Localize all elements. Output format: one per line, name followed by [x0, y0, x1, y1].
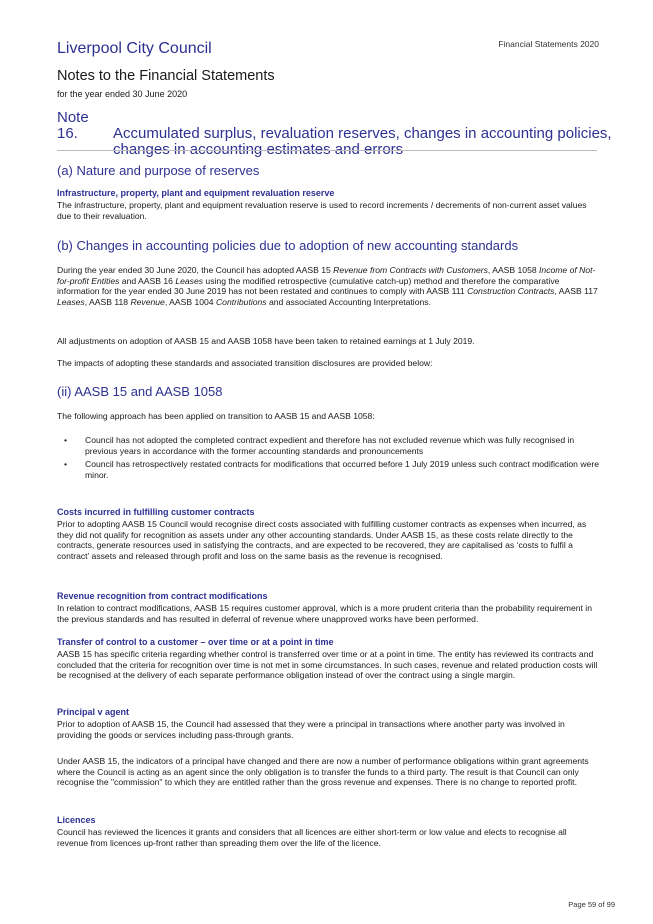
note-title-line-2: changes in accounting estimates and errors: [113, 141, 404, 158]
transfer-heading: Transfer of control to a customer – over time or at a point in time: [57, 637, 334, 647]
document-label: Financial Statements 2020: [498, 39, 599, 49]
page-subtitle: for the year ended 30 June 2020: [57, 89, 188, 99]
modifications-text: In relation to contract modifications, AASB 15 requires customer approval, which is a more prudent criteria than the probability requirement in the previous standards and has resulted in deferral of revenue where unapproved works have been performed.: [57, 603, 592, 624]
list-item-text: Council has retrospectively restated contracts for modifications that occurred before 1 July 2019 unless such contract modification were minor.: [85, 459, 599, 480]
page-title: Notes to the Financial Statements: [57, 68, 275, 84]
note-title-line-1: Accumulated surplus, revaluation reserves, changes in accounting policies,: [113, 125, 612, 142]
divider: [57, 150, 597, 151]
section-a-text: The infrastructure, property, plant and equipment revaluation reserve is used to record increments / decrements of non-current asset values due to their revaluation.: [57, 200, 587, 221]
costs-heading: Costs incurred in fulfilling customer contracts: [57, 507, 255, 517]
principal-paragraph-2: Under AASB 15, the indicators of a principal have changed and there are now a number of performance obligations within grant agreements where the Council is acting as an agent since the only obligation is to transfer the funds to a third party. The result is that Council can only recognise the "commission" to which they are entitled rather than the gross revenue and expenses. There is no change to reported profit.: [57, 756, 589, 788]
section-ii-intro: The following approach has been applied on transition to AASB 15 and AASB 1058:: [57, 411, 375, 421]
section-b-heading: (b) Changes in accounting policies due to adoption of new accounting standards: [57, 238, 519, 253]
principal-heading: Principal v agent: [57, 707, 130, 717]
section-a-subheading: Infrastructure, property, plant and equipment revaluation reserve: [57, 188, 335, 198]
note-number: Note 16.: [57, 109, 89, 142]
organisation-name: Liverpool City Council: [57, 40, 212, 57]
bullet-icon: •: [64, 459, 68, 469]
principal-paragraph-1: Prior to adoption of AASB 15, the Council had assessed that they were a principal in transactions where another party was involved in providing the goods or services including pass-through grants.: [57, 719, 565, 740]
licences-heading: Licences: [57, 815, 96, 825]
list-item: [57, 459, 599, 480]
section-b-paragraph-1: During the year ended 30 June 2020, the Council has adopted AASB 15 Revenue from Contracts with Customers, AASB 1058 Income of Not-for-profit Entities and AASB 16 Leases using the modified retrospective (cumulative catch-up) method and therefore the comparative information for the year ended 30 June 2019 has not been restated and continues to comply with AASB 111 Construction Contracts, AASB 117 Leases, AASB 118 Revenue, AASB 1004 Contributions and associated Accounting Interpretations.: [57, 265, 598, 307]
page-number: Page 59 of 99: [568, 900, 615, 909]
transfer-text: AASB 15 has specific criteria regarding whether control is transferred over time or at a point in time. The entity has reviewed its contracts and concluded that the criteria for recognition over time is not met in some circumstances. In such cases, revenue and related production costs will be recognised at the delivery of each separate performance obligation instead of over the contract using a single margin.: [57, 649, 598, 681]
costs-text: Prior to adopting AASB 15 Council would recognise direct costs associated with fulfilling customer contracts as expenses when incurred, as they did not qualify for recognition as assets under any other accounting standards. Under AASB 15, as these costs relate directly to the contracts, generate resources used in satisfying the contracts, and are expected to be recovered, they are capitalised as ‘costs to fulfil a contract’ assets and released through profit and loss on the same basis as the revenue is recognised.: [57, 519, 587, 561]
bullet-icon: •: [64, 435, 68, 445]
list-item-text: Council has not adopted the completed contract expedient and therefore has not excluded revenue which was fully recognised in previous years in accordance with the former accounting standards and pronouncements: [85, 435, 575, 456]
section-ii-heading: (ii) AASB 15 and AASB 1058: [57, 384, 223, 399]
modifications-heading: Revenue recognition from contract modifications: [57, 591, 268, 601]
licences-text: Council has reviewed the licences it grants and considers that all licences are either short-term or low value and elects to recognise all revenue from licences up-front rather than spreading them over the life of the licence.: [57, 827, 567, 848]
section-b-paragraph-3: The impacts of adopting these standards and associated transition disclosures are provided below:: [57, 358, 433, 368]
list-item: [57, 435, 599, 456]
section-a-heading: (a) Nature and purpose of reserves: [57, 163, 260, 178]
section-b-paragraph-2: All adjustments on adoption of AASB 15 and AASB 1058 have been taken to retained earnings at 1 July 2019.: [57, 336, 475, 346]
